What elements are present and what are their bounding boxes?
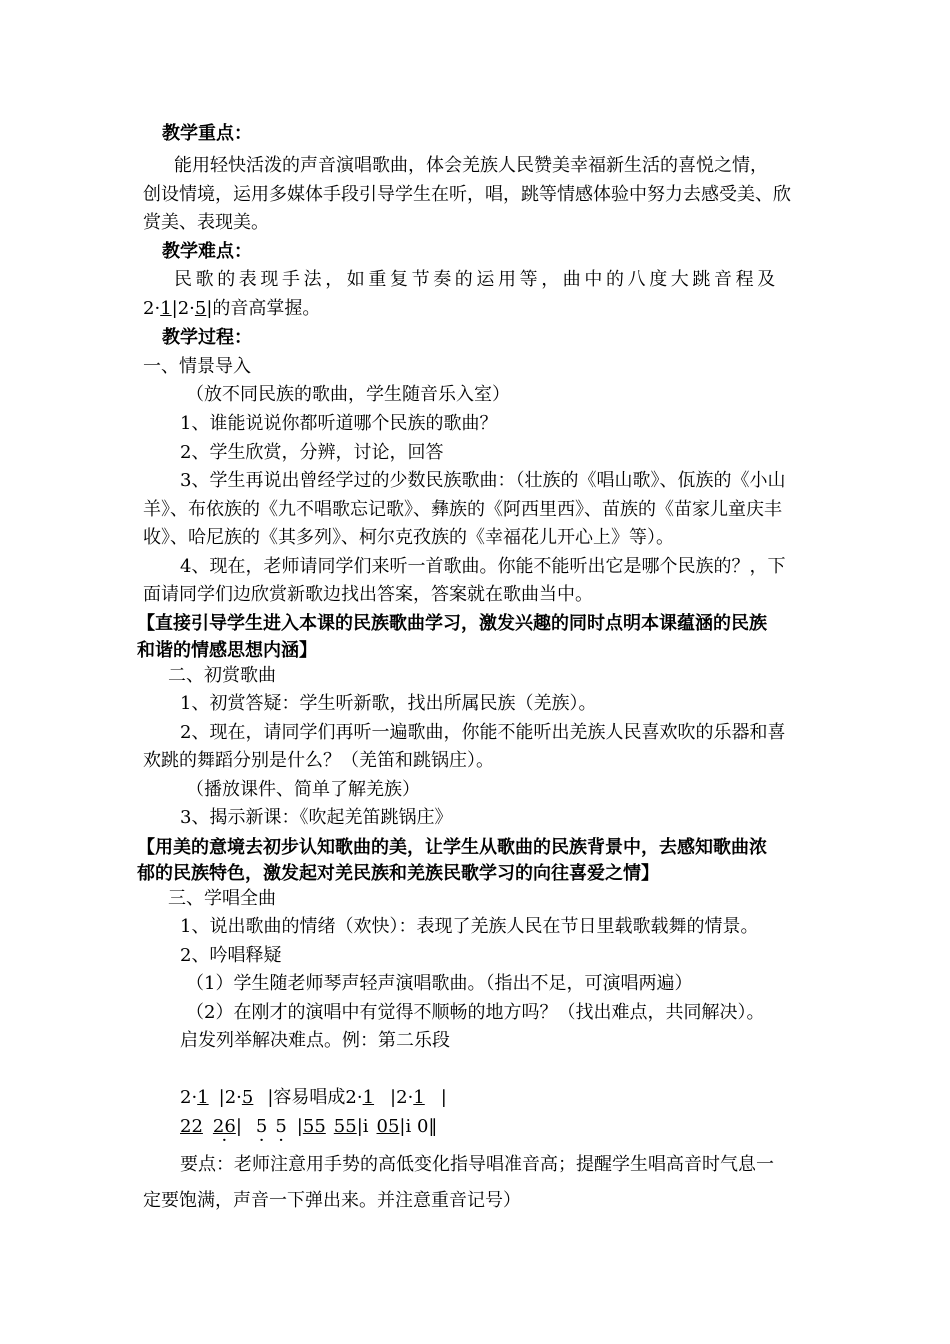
heading-key-points: 教学重点： (162, 123, 252, 144)
notation-underlined: 1 (362, 1087, 375, 1108)
notation-underlined: 55 (333, 1116, 357, 1137)
paragraph-line: 4、现在，老师请同学们来听一首歌曲。你能不能听出它是哪个民族的？，下 (180, 556, 786, 577)
notation-underlined: 05 (376, 1116, 400, 1137)
notation-text: | (440, 1087, 447, 1108)
notation-underlined: 1 (160, 298, 172, 319)
notation-text: |2· (218, 1087, 242, 1108)
note-bold: 和谐的情感思想内涵】 (137, 640, 317, 661)
notation-underlined: 5 (194, 298, 207, 319)
notation-text: |i 0‖ (399, 1116, 438, 1137)
notation-dotted: 5 · (275, 1115, 286, 1139)
note-bold: 【用美的意境去初步认知歌曲的美，让学生从歌曲的民族背景中，去感知歌曲浓 (137, 837, 767, 858)
notation-line (180, 1115, 437, 1139)
notation-underlined: 1 (413, 1087, 425, 1108)
heading-difficulties: 教学难点： (162, 241, 252, 262)
notation-dotted: 5 · (256, 1115, 267, 1139)
paragraph-line: 民歌的表现手法，如重复节奏的运用等，曲中的八度大跳音程及 (174, 269, 779, 290)
paragraph-line: 要点：老师注意用手势的高低变化指导唱准音高；提醒学生唱高音时气息一 (180, 1154, 774, 1175)
notation-text: 2· (180, 1087, 198, 1108)
notation-text: |2· (171, 298, 195, 319)
notation-underlined: 1 (197, 1087, 209, 1108)
paragraph-line: 1、初赏答疑：学生听新歌，找出所属民族（羌族）。 (180, 693, 597, 714)
notation-text: 2· (143, 298, 161, 319)
notation-underlined: 26 · (213, 1115, 236, 1139)
paragraph-line: 欢跳的舞蹈分别是什么？（羌笛和跳锅庄）。 (143, 750, 494, 771)
paragraph-line: 1、谁能说说你都听道哪个民族的歌曲？ (180, 413, 498, 434)
notation-text: | (235, 1116, 242, 1137)
notation-text: |i (356, 1116, 369, 1137)
notation-text: |容易唱成2· (267, 1087, 363, 1108)
notation-line (180, 1086, 447, 1110)
notation-text: | (296, 1116, 303, 1137)
notation-underlined: 5 (241, 1087, 254, 1108)
paragraph-line: 羊》、布依族的《九不唱歌忘记歌》、彝族的《阿西里西》、苗族的《苗家儿童庆丰 (143, 499, 782, 520)
paragraph-line: 3、揭示新课：《吹起羌笛跳锅庄》 (180, 807, 453, 828)
paragraph-line: 启发列举解决难点。例：第二乐段 (180, 1030, 450, 1051)
paragraph-line: 2、现在，请同学们再听一遍歌曲，你能不能听出羌族人民喜欢吹的乐器和喜 (180, 722, 786, 743)
notation-text: |2· (390, 1087, 414, 1108)
paragraph-line: （1）学生随老师琴声轻声演唱歌曲。（指出不足，可演唱两遍） (186, 973, 693, 994)
paragraph-line: （放不同民族的歌曲，学生随音乐入室） (186, 384, 510, 405)
notation-underlined: 55 (302, 1116, 326, 1137)
notation-text: |的音高掌握。 (206, 298, 321, 319)
paragraph-line: 定要饱满，声音一下弹出来。并注意重音记号） (143, 1190, 521, 1211)
note-bold: 【直接引导学生进入本课的民族歌曲学习，激发兴趣的同时点明本课蕴涵的民族 (137, 613, 767, 634)
heading-process: 教学过程： (162, 327, 252, 348)
section-heading: 二、初赏歌曲 (168, 665, 276, 686)
paragraph-line: 创设情境，运用多媒体手段引导学生在听，唱，跳等情感体验中努力去感受美、欣 (143, 184, 791, 205)
section-heading: 一、情景导入 (143, 356, 251, 377)
paragraph-line: 收》、哈尼族的《其多列》、柯尔克孜族的《幸福花儿开心上》等）。 (143, 527, 674, 548)
section-heading: 三、学唱全曲 (168, 888, 276, 909)
paragraph-line: 能用轻快活泼的声音演唱歌曲，体会羌族人民赞美幸福新生活的喜悦之情， (174, 155, 768, 176)
paragraph-line: 面请同学们边欣赏新歌边找出答案，答案就在歌曲当中。 (143, 584, 593, 605)
paragraph-line: 1、说出歌曲的情绪（欢快）：表现了羌族人民在节日里载歌载舞的情景。 (180, 916, 759, 937)
paragraph-line: 2、吟唱释疑 (180, 945, 282, 966)
paragraph-line: 3、学生再说出曾经学过的少数民族歌曲：（壮族的《唱山歌》、佤族的《小山 (180, 470, 786, 491)
paragraph-line: 2、学生欣赏，分辨，讨论，回答 (180, 442, 444, 463)
paragraph-line: （2）在刚才的演唱中有觉得不顺畅的地方吗？（找出难点，共同解决）。 (186, 1002, 765, 1023)
paragraph-line: （播放课件、简单了解羌族） (186, 779, 420, 800)
paragraph-line: 赏美、表现美。 (143, 212, 269, 233)
notation-line (143, 297, 320, 321)
note-bold: 郁的民族特色，激发起对羌民族和羌族民歌学习的向往喜爱之情】 (137, 863, 659, 884)
notation-underlined: 22 (180, 1116, 203, 1137)
